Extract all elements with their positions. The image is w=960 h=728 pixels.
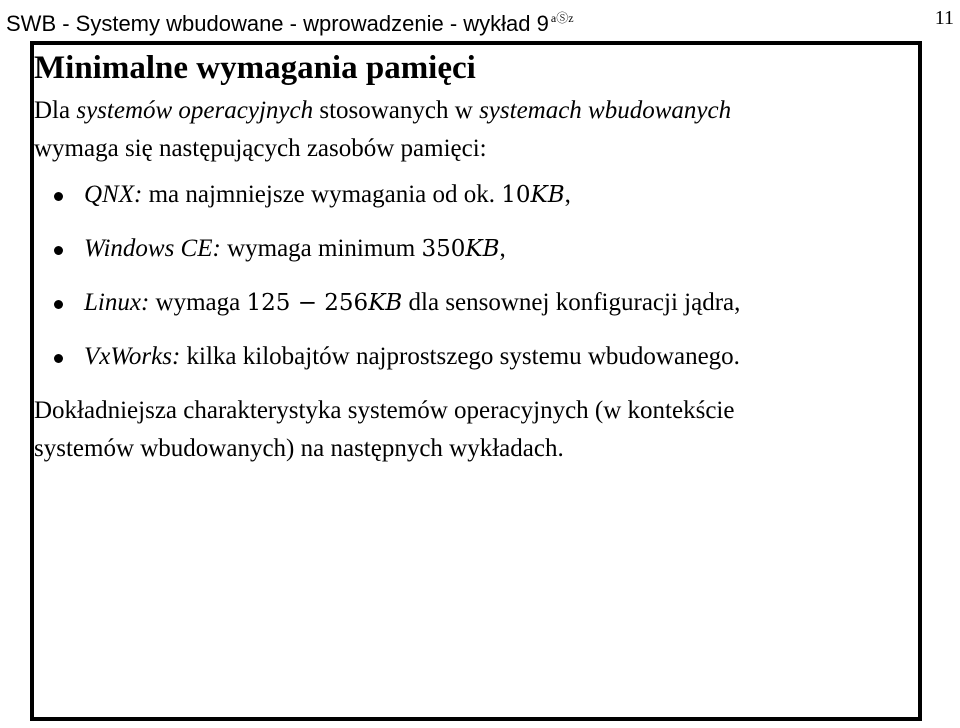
- slide-content: [34, 50, 914, 520]
- slide-title: Minimalne wymagania pamięci: [34, 50, 476, 86]
- list-item-windows-ce: [34, 230, 914, 268]
- item-tail: dla sensownej konfiguracji jądra,: [402, 289, 741, 316]
- item-term: VxWorks:: [84, 343, 181, 370]
- header-superscript: aⓈz: [550, 11, 574, 25]
- item-math-unit: KB: [530, 182, 565, 208]
- item-text: wymaga minimum: [220, 235, 422, 262]
- item-term: QNX:: [84, 181, 143, 208]
- outro-paragraph: Dokładniejsza charakterystyka systemów operacyjnych (w kontekście systemów wbudowanych) na następnych wykładach.: [34, 397, 735, 462]
- bullet-icon: [54, 192, 63, 201]
- intro-paragraph: [34, 92, 914, 168]
- bullet-icon: [54, 354, 63, 363]
- intro-text-1: Dla: [34, 97, 77, 124]
- header-title-text: SWB - Systemy wbudowane - wprowadzenie - wykład 9: [6, 11, 549, 36]
- bullet-icon: [54, 246, 63, 255]
- list-item-qnx: [34, 176, 914, 214]
- header-title: [6, 4, 574, 38]
- page-number: 11: [934, 7, 954, 29]
- intro-text-3: wymaga się następujących zasobów pamięci:: [34, 135, 487, 162]
- intro-text-2: stosowanych w: [313, 97, 480, 124]
- item-math-unit: KB: [368, 290, 403, 316]
- list-item-linux: [34, 284, 914, 322]
- item-tail: ,: [499, 235, 506, 262]
- list-item-vxworks: [34, 338, 914, 376]
- item-term: Linux:: [84, 289, 150, 316]
- bullet-icon: [54, 300, 63, 309]
- item-text: wymaga: [149, 289, 247, 316]
- item-math-number: 125 − 256: [246, 290, 369, 316]
- item-tail: ,: [564, 181, 571, 208]
- item-text: kilka kilobajtów najprostszego systemu wbudowanego.: [180, 343, 740, 370]
- item-math-number: 10: [501, 182, 531, 208]
- item-math-unit: KB: [465, 236, 500, 262]
- item-text: ma najmniejsze wymagania od ok.: [142, 181, 502, 208]
- slide-header: [0, 0, 960, 40]
- item-term: Windows CE:: [84, 235, 221, 262]
- intro-emphasis-2: systemach wbudowanych: [479, 97, 732, 124]
- requirements-list: [34, 176, 914, 376]
- intro-emphasis-1: systemów operacyjnych: [76, 97, 314, 124]
- item-math-number: 350: [421, 236, 466, 262]
